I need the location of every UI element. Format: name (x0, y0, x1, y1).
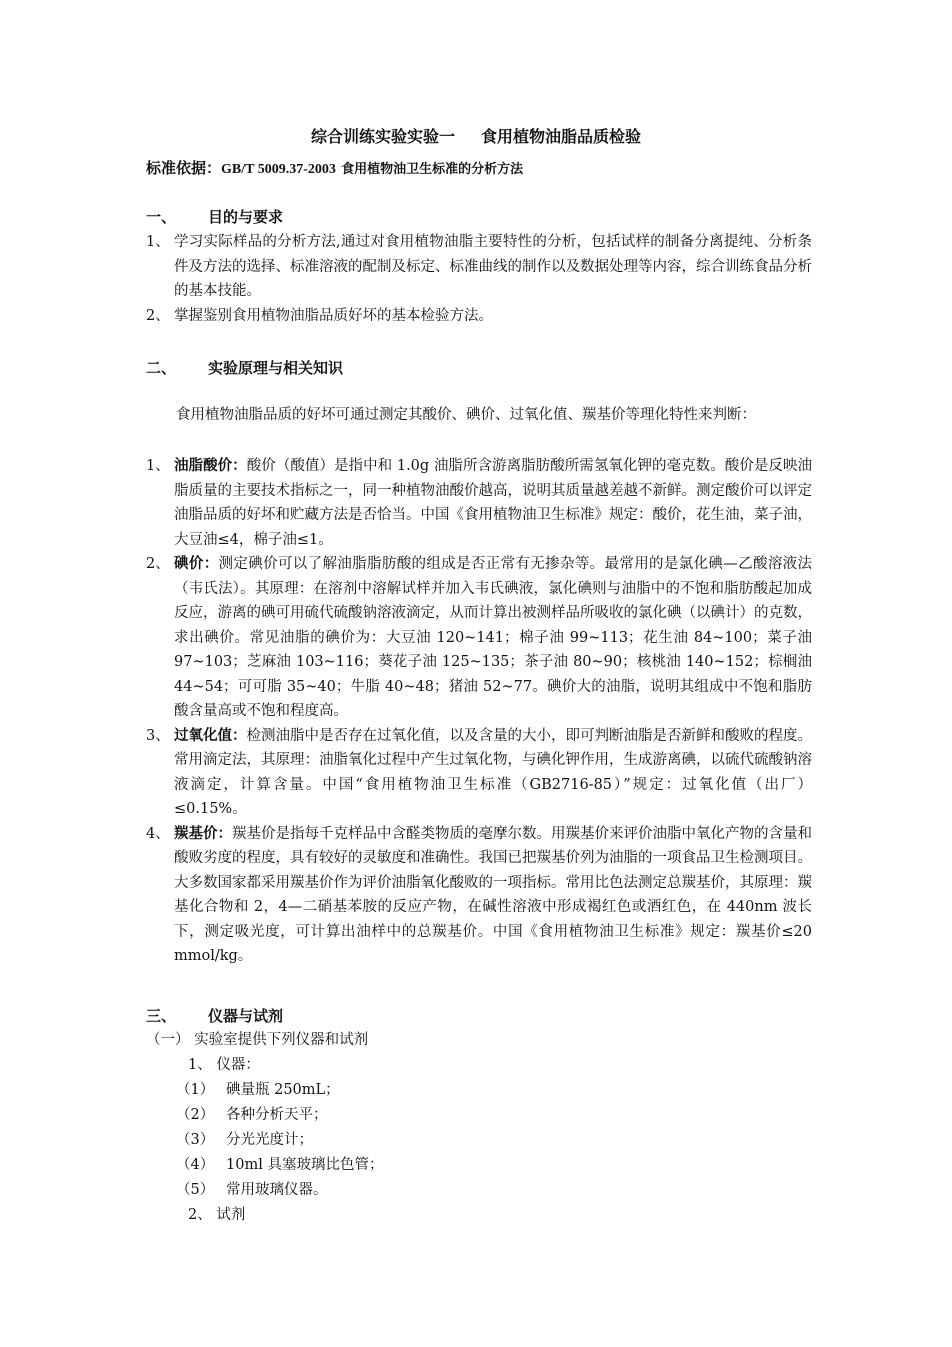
section-2-intro: 食用植物油脂品质的好坏可通过测定其酸价、碘价、过氧化值、羰基价等理化特性来判断： (176, 407, 756, 423)
section-2-heading (146, 357, 343, 378)
item-term: 过氧化值： (174, 727, 247, 744)
item-body: 测定碘价可以了解油脂脂肪酸的组成是否正常有无掺杂等。最常用的是氯化碘—乙酸溶液法（韦氏法）。其原理：在溶剂中溶解试样并加入韦氏碘液，氯化碘则与油脂中的不饱和脂肪酸起加成反应，游离的碘可用硫代硫酸钠溶液滴定，从而计算出被测样品所吸收的氯化碘（以碘计）的克数，求出碘价。常见油脂的碘价为：大豆油 120~141；棉子油 99~113；花生油 84~100；菜子油 97~103；芝麻油 103~116；葵花子油 125~135；茶子油 80~90；核桃油 140~152；棕榈油 44~54；可可脂 35~40；牛脂 40~48；猪油 52~77。碘价大的油脂，说明其组成中不饱和脂肪酸含量高或不饱和程度高。 (174, 556, 813, 719)
list-item (146, 552, 812, 724)
document-title (0, 124, 952, 147)
item-term: 油脂酸价： (174, 458, 247, 474)
item-body: 酸价（酸值）是指中和 1.0g 油脂所含游离脂肪酸所需氢氧化钾的毫克数。酸价是反映油脂质量的主要技术指标之一，同一种植物油酸价越高，说明其质量越差越不新鲜。测定酸价可以评定油脂品质的好坏和贮藏方法是否恰当。中国《食用植物油卫生标准》规定：酸价，花生油，菜子油，大豆油≤4，棉子油≤1。 (174, 458, 812, 548)
list-item (146, 822, 812, 969)
section-3-title: 仪器与试剂 (208, 1007, 284, 1025)
item-index: 4、 (146, 825, 170, 842)
list-item (176, 1128, 313, 1152)
title-part1: 综合训练实验实验一 (310, 127, 455, 146)
standard-label: 标准依据： (146, 159, 222, 177)
list-item (176, 1103, 328, 1127)
section-2-title: 实验原理与相关知识 (208, 359, 344, 377)
item-text: 10ml 具塞玻璃比色管； (226, 1157, 384, 1173)
standard-basis (146, 157, 523, 178)
item-index: （4） (176, 1157, 215, 1173)
item-index: 3、 (146, 727, 170, 744)
section-1-title: 目的与要求 (208, 208, 284, 226)
list-item (146, 304, 812, 329)
list-item (176, 1178, 328, 1202)
item-body: 检测油脂中是否存在过氧化值，以及含量的大小，即可判断油脂是否新鲜和酸败的程度。常用滴定法，其原理：油脂氧化过程中产生过氧化物，与碘化钾作用，生成游离碘，以硫代硫酸钠溶液滴定，计算含量。中国“食用植物油卫生标准（GB2716-85）”规定：过氧化值（出厂）≤0.15%。 (174, 727, 812, 817)
list-item (176, 1078, 340, 1102)
item-text (174, 552, 812, 724)
item-text (174, 724, 812, 822)
item-index: 2、 (146, 556, 170, 572)
reagents-label: 2、 试剂 (188, 1207, 246, 1223)
item-text (174, 454, 812, 552)
item-term: 羰基价： (174, 825, 232, 842)
item-text: 常用玻璃仪器。 (226, 1182, 328, 1198)
item-text: 分光光度计； (226, 1132, 313, 1148)
section-3-number: 三、 (146, 1007, 177, 1025)
standard-name: 食用植物油卫生标准的分析方法 (341, 162, 524, 177)
item-index: 1、 (146, 234, 170, 250)
list-item (146, 230, 812, 304)
item-index: （3） (176, 1132, 215, 1148)
section-1-heading (146, 206, 283, 227)
item-text: 碘量瓶 250mL； (226, 1082, 340, 1098)
item-text (174, 822, 812, 969)
item-index: （1） (176, 1082, 215, 1098)
item-text: 掌握鉴别食用植物油脂品质好坏的基本检验方法。 (174, 307, 493, 324)
list-item (146, 724, 812, 822)
item-body: 羰基价是指每千克样品中含醛类物质的毫摩尔数。用羰基价来评价油脂中氧化产物的含量和酸败劣度的程度，具有较好的灵敏度和准确性。我国已把羰基价列为油脂的一项食品卫生检测项目。大多数国家都采用羰基价作为评价油脂氧化酸败的一项指标。常用比色法测定总羰基价，其原理：羰基化合物和 2，4—二硝基苯胺的反应产物，在碱性溶液中形成褐红色或酒红色，在 440nm 波长下，测定吸光度，可计算出油样中的总羰基价。中国《食用植物油卫生标准》规定：羰基价≤20 mmol/kg。 (174, 825, 812, 964)
subsection-heading: （一） 实验室提供下列仪器和试剂 (146, 1032, 369, 1048)
item-index: 1、 (146, 458, 170, 474)
item-index: 2、 (146, 307, 170, 324)
item-text: 各种分析天平； (226, 1107, 328, 1123)
item-index: （2） (176, 1107, 215, 1123)
section-2-list (146, 454, 812, 969)
section-1-number: 一、 (146, 208, 177, 226)
list-item (176, 1153, 383, 1177)
item-index: （5） (176, 1182, 215, 1198)
section-2-number: 二、 (146, 359, 177, 377)
section-3-heading (146, 1005, 283, 1026)
list-item (146, 454, 812, 552)
item-term: 碘价： (174, 556, 219, 572)
item-text: 学习实际样品的分析方法,通过对食用植物油脂主要特性的分析，包括试样的制备分离提纯、分析条件及方法的选择、标准溶液的配制及标定、标准曲线的制作以及数据处理等内容，综合训练食品分析的基本技能。 (174, 234, 812, 299)
instruments-label: 1、 仪器： (188, 1057, 260, 1073)
section-1-list (146, 230, 812, 328)
standard-code: GB/T 5009.37-2003 (221, 162, 336, 177)
title-part2: 食用植物油脂品质检验 (481, 127, 642, 146)
